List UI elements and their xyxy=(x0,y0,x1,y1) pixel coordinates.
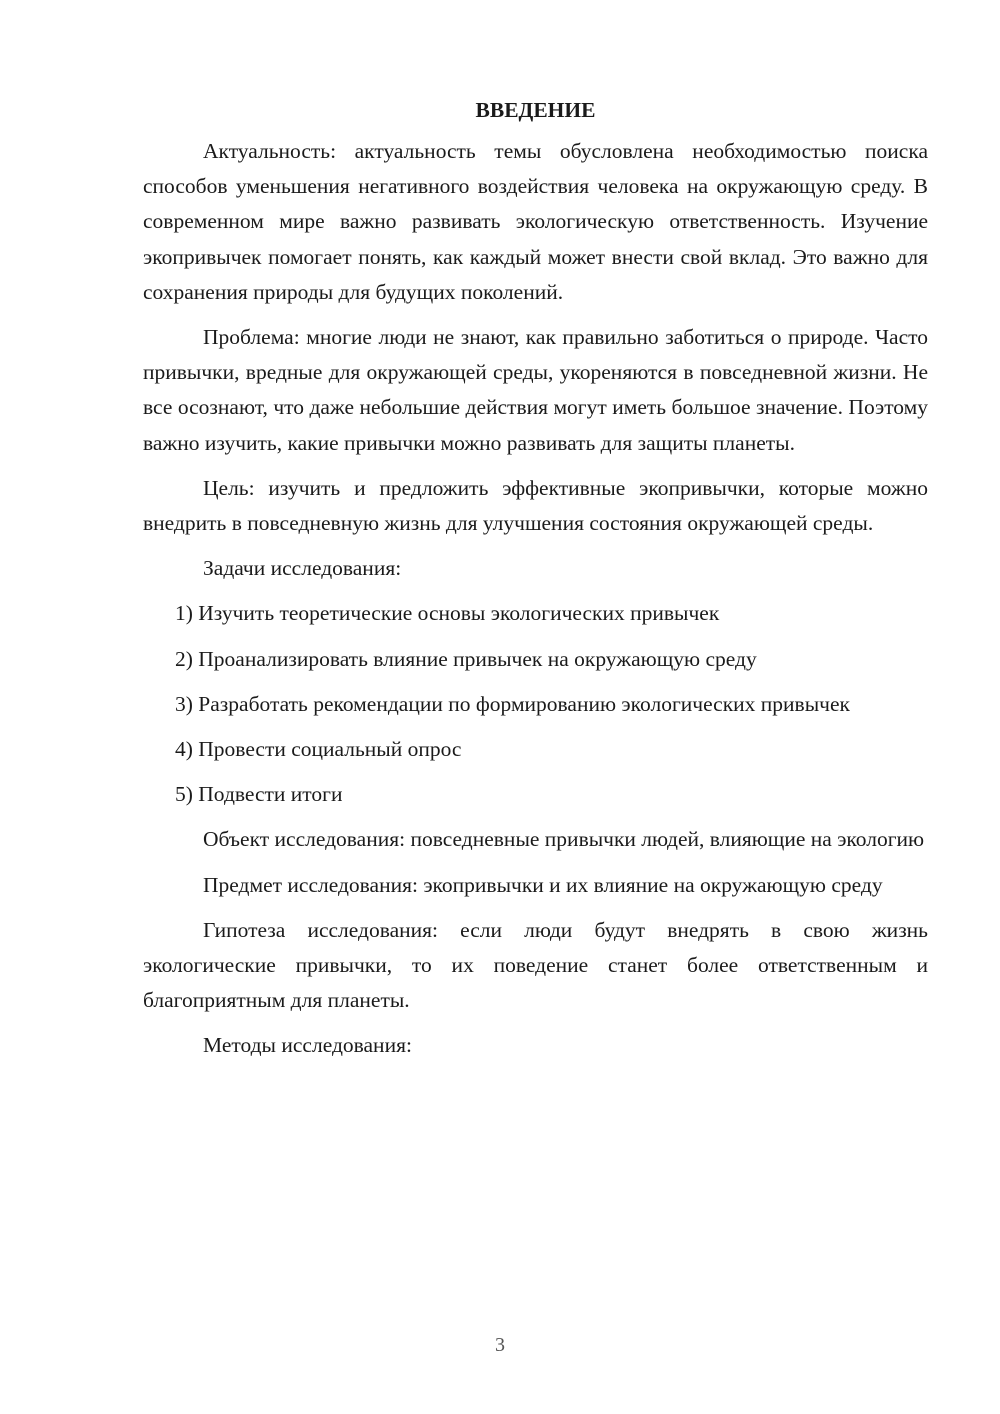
task-item-3: 3) Разработать рекомендации по формированию экологических привычек xyxy=(175,691,850,716)
methods-heading: Методы исследования: xyxy=(203,1033,412,1058)
subject-paragraph: Предмет исследования: экопривычки и их влияние на окружающую среду xyxy=(203,872,883,897)
task-item-2: 2) Проанализировать влияние привычек на окружающую среду xyxy=(175,646,757,671)
task-item-5: 5) Подвести итоги xyxy=(175,782,343,807)
problem-paragraph: Проблема: многие люди не знают, как правильно заботиться о природе. Часто привычки, вредные для окружающей среды, укореняются в повседневной жизни. Не все осознают, что даже небольшие действия могут иметь большое значение. Поэтому важно изучить, какие привычки можно развивать для защиты планеты. xyxy=(143,325,928,455)
section-title: ВВЕДЕНИЕ xyxy=(475,98,596,122)
task-item-4: 4) Провести социальный опрос xyxy=(175,737,462,762)
relevance-paragraph: Актуальность: актуальность темы обусловлена необходимостью поиска способов уменьшения негативного воздействия человека на окружающую среду. В современном мире важно развивать экологическую ответственность. Изучение экопривычек помогает понять, как каждый может внести свой вклад. Это важно для сохранения природы для будущих поколений. xyxy=(143,139,928,304)
task-item-1: 1) Изучить теоретические основы экологических привычек xyxy=(175,601,720,626)
page-number: 3 xyxy=(495,1334,505,1356)
tasks-heading: Задачи исследования: xyxy=(203,556,402,581)
document-page xyxy=(143,96,928,1074)
object-paragraph: Объект исследования: повседневные привычки людей, влияющие на экологию xyxy=(203,827,925,852)
hypothesis-paragraph: Гипотеза исследования: если люди будут внедрять в свою жизнь экологические привычки, то их поведение станет более ответственным и благоприятным для планеты. xyxy=(143,917,928,1013)
goal-paragraph: Цель: изучить и предложить эффективные экопривычки, которые можно внедрить в повседневную жизнь для улучшения состояния окружающей среды. xyxy=(143,475,928,536)
